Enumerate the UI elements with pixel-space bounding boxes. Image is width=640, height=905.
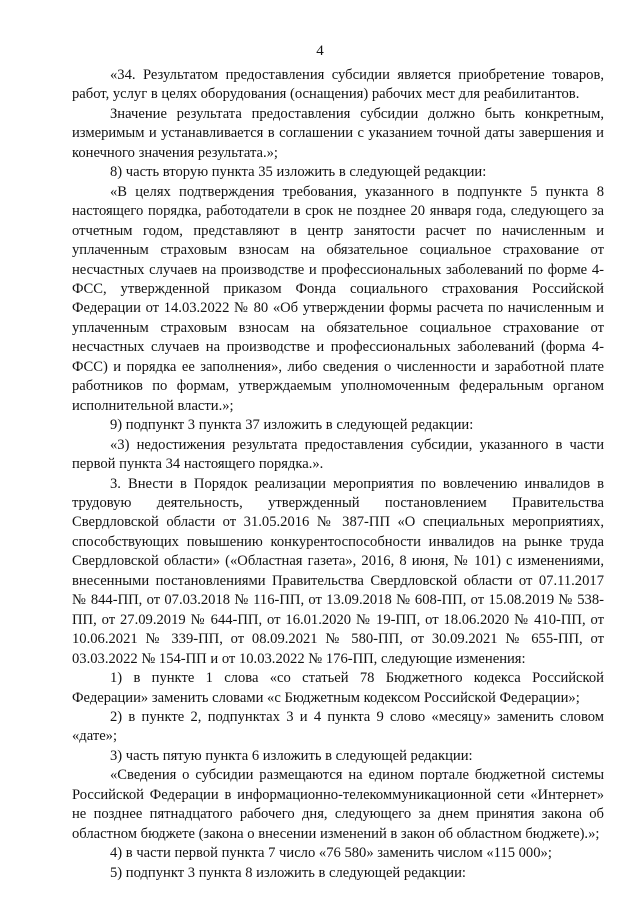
paragraph-item-9: 9) подпункт 3 пункта 37 изложить в следующей редакции: <box>110 417 474 434</box>
paragraph-section-3: 3. Внести в Порядок реализации мероприятия по вовлечению инвалидов в трудовую деятельность, утвержденный постановлением Правительства Свердловской области от 31.05.2016 № 387-ПП «О специальных мероприятиях, способствующих повышению конкурентоспособности инвалидов на рынке труда Свердловской области» («Областная газета», 2016, 8 июня, № 101) с изменениями, внесенными постановлениями Правительства Свердловской области от 07.11.2017 № 844-ПП, от 07.03.2018 № 116-ПП, от 13.09.2018 № 608-ПП, от 15.08.2019 № 538-ПП, от 27.09.2019 № 644-ПП, от 16.01.2020 № 19-ПП, от 18.06.2020 № 410-ПП, от 10.06.2021 № 339-ПП, от 08.09.2021 № 580-ПП, от 30.09.2021 № 655-ПП, от 03.03.2022 № 154-ПП и от 10.03.2022 № 176-ПП, следующие изменения: <box>72 475 604 667</box>
document-body <box>72 66 604 883</box>
paragraph-result-value: Значение результата предоставления субсидии должно быть конкретным, измеримым и устанавливается в соглашении с указанием точной даты завершения и конечного значения результата.»; <box>72 105 604 161</box>
paragraph-change-4: 4) в части первой пункта 7 число «76 580» заменить числом «115 000»; <box>110 845 552 862</box>
paragraph-change-3: 3) часть пятую пункта 6 изложить в следующей редакции: <box>110 747 473 764</box>
paragraph-item-9-text: «3) недостижения результата предоставления субсидии, указанного в части первой пункта 34 настоящего порядка.». <box>72 436 604 473</box>
paragraph-item-8: 8) часть вторую пункта 35 изложить в следующей редакции: <box>110 164 487 181</box>
page-number: 4 <box>316 43 324 59</box>
paragraph-change-3-text: «Сведения о субсидии размещаются на едином портале бюджетной системы Российской Федерации в информационно-телекоммуникационной сети «Интернет» не позднее пятнадцатого рабочего дня, следующего за днем принятия закона об областном бюджете (закона о внесении изменений в закон об областном бюджете).»; <box>72 767 604 842</box>
paragraph-34-result: «34. Результатом предоставления субсидии является приобретение товаров, работ, услуг в целях оборудования (оснащения) рабочих мест для реабилитантов. <box>72 67 604 103</box>
paragraph-change-2: 2) в пункте 2, подпунктах 3 и 4 пункта 9 слово «месяцу» заменить словом «дате»; <box>72 708 604 745</box>
paragraph-item-8-text: «В целях подтверждения требования, указанного в подпункте 5 пункта 8 настоящего порядка, работодатели в срок не позднее 20 января года, следующего за отчетным годом, представляют в центр занятости расчет по начисленным и уплаченным страховым взносам на обязательное социальное страхование от несчастных случаев на производстве и профессиональных заболеваний по форме 4-ФСС, утвержденной приказом Фонда социального страхования Российской Федерации от 14.03.2022 № 80 «Об утверждении формы расчета по начисленным и уплаченным страховым взносам на обязательное социальное страхование от несчастных случаев на производстве и профессиональных заболеваний (форма 4-ФСС) и порядка ее заполнения», либо сведения о численности и заработной плате работников по формам, утверждаемым уполномоченным федеральным органом исполнительной власти.»; <box>72 183 604 414</box>
paragraph-change-1: 1) в пункте 1 слова «со статьей 78 Бюджетного кодекса Российской Федерации» заменить словами «с Бюджетным кодексом Российской Федерации»; <box>72 670 604 706</box>
paragraph-change-5: 5) подпункт 3 пункта 8 изложить в следующей редакции: <box>110 864 466 881</box>
